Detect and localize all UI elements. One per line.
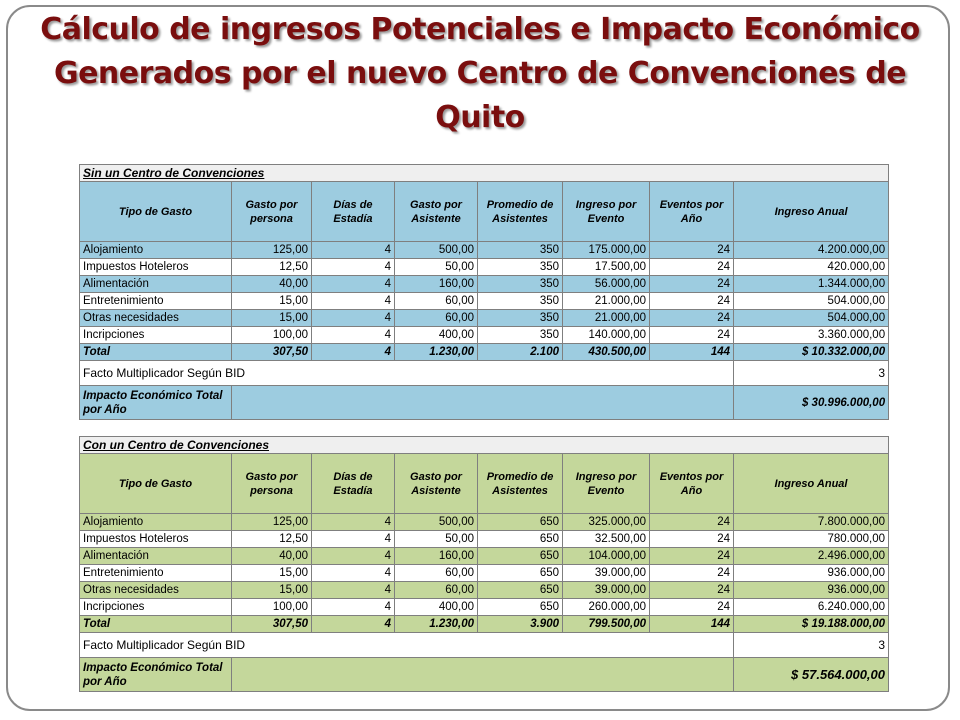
table-row [80,259,889,276]
table-row [80,327,889,344]
multiplier-value: 3 [734,361,889,386]
total-cell: 1.230,00 [395,344,478,361]
column-header: Tipo de Gasto [80,182,232,242]
table-cell: Alimentación [80,548,232,565]
table-body [80,437,889,692]
column-header: Ingreso Anual [734,454,889,514]
table-cell: 4 [312,548,395,565]
table-cell: 936.000,00 [734,582,889,599]
table-cell: 4 [312,531,395,548]
table-cell: 50,00 [395,531,478,548]
table-cell: 400,00 [395,327,478,344]
table-cell: 40,00 [232,548,312,565]
total-cell: 1.230,00 [395,616,478,633]
table-cell: 2.496.000,00 [734,548,889,565]
table-cell: 60,00 [395,293,478,310]
table-cell: 1.344.000,00 [734,276,889,293]
column-header: Gasto por persona [232,454,312,514]
table-cell: 125,00 [232,242,312,259]
impact-value: $ 57.564.000,00 [734,658,889,692]
table-cell: Alimentación [80,276,232,293]
table-cell: 936.000,00 [734,565,889,582]
table-cell: 4 [312,327,395,344]
table-cell: Impuestos Hoteleros [80,259,232,276]
total-cell: $ 10.332.000,00 [734,344,889,361]
table-cell: 780.000,00 [734,531,889,548]
total-cell: 2.100 [478,344,563,361]
table-cell: 160,00 [395,548,478,565]
table-row [80,531,889,548]
title-line-2: Generados por el nuevo Centro de Convenciones de [53,56,907,91]
total-cell: Total [80,344,232,361]
table-cell: 17.500,00 [563,259,650,276]
table-cell: 4 [312,259,395,276]
total-cell: 144 [650,344,734,361]
total-cell: Total [80,616,232,633]
table-cell: 24 [650,531,734,548]
table-cell: 24 [650,599,734,616]
table-cell: 325.000,00 [563,514,650,531]
table-cell: 60,00 [395,310,478,327]
total-cell: 144 [650,616,734,633]
total-cell: 799.500,00 [563,616,650,633]
column-header: Promedio de Asistentes [478,454,563,514]
table-cell: 24 [650,293,734,310]
section-header-row [80,437,889,454]
table-cell: 4 [312,514,395,531]
column-header: Eventos por Año [650,454,734,514]
column-header: Ingreso Anual [734,182,889,242]
multiplier-row [80,361,889,386]
table-cell: 4 [312,599,395,616]
table-cell: 15,00 [232,310,312,327]
table-cell: 24 [650,259,734,276]
column-header: Promedio de Asistentes [478,182,563,242]
multiplier-label: Facto Multiplicador Según BID [80,361,734,386]
table-cell: 160,00 [395,276,478,293]
table-cell: 15,00 [232,293,312,310]
table-row [80,310,889,327]
table-body [80,165,889,420]
table-cell: 350 [478,293,563,310]
table-cell: 650 [478,514,563,531]
table-cell: 24 [650,310,734,327]
table-cell: 650 [478,531,563,548]
column-header: Días de Estadía [312,454,395,514]
table-cell: Otras necesidades [80,310,232,327]
table-cell: 24 [650,327,734,344]
column-header: Ingreso por Evento [563,454,650,514]
table-cell: Alojamiento [80,242,232,259]
table-cell: 24 [650,242,734,259]
table-row [80,582,889,599]
total-cell: 430.500,00 [563,344,650,361]
table-cell: 650 [478,548,563,565]
table-cell: 4 [312,276,395,293]
table-cell: 650 [478,582,563,599]
table-cell: 350 [478,327,563,344]
total-row [80,344,889,361]
table-cell: Impuestos Hoteleros [80,531,232,548]
impact-spacer [232,386,734,420]
total-cell: 307,50 [232,344,312,361]
table-cell: 6.240.000,00 [734,599,889,616]
table-row [80,242,889,259]
table-cell: 24 [650,514,734,531]
table-with-center [79,436,889,692]
total-cell: $ 19.188.000,00 [734,616,889,633]
section-title: Sin un Centro de Convenciones [80,165,889,182]
table-cell: 100,00 [232,599,312,616]
table-cell: 21.000,00 [563,310,650,327]
table-cell: 175.000,00 [563,242,650,259]
table-cell: Entretenimiento [80,293,232,310]
table-cell: 39.000,00 [563,565,650,582]
table-cell: 350 [478,259,563,276]
table-without-center [79,164,889,420]
multiplier-value: 3 [734,633,889,658]
total-cell: 4 [312,616,395,633]
total-cell: 3.900 [478,616,563,633]
table-cell: 350 [478,276,563,293]
table-cell: 32.500,00 [563,531,650,548]
table-cell: 4 [312,565,395,582]
table-row [80,514,889,531]
table-cell: 60,00 [395,582,478,599]
column-header-row [80,182,889,242]
table-cell: Otras necesidades [80,582,232,599]
table-cell: 24 [650,548,734,565]
table-cell: 56.000,00 [563,276,650,293]
table-cell: 39.000,00 [563,582,650,599]
table-cell: Entretenimiento [80,565,232,582]
table-cell: 40,00 [232,276,312,293]
table-cell: Alojamiento [80,514,232,531]
column-header: Ingreso por Evento [563,182,650,242]
table-cell: 140.000,00 [563,327,650,344]
impact-label: Impacto Económico Total por Año [80,658,232,692]
table-cell: 60,00 [395,565,478,582]
column-header: Gasto por persona [232,182,312,242]
table-cell: 100,00 [232,327,312,344]
table-cell: 500,00 [395,514,478,531]
table-cell: 24 [650,276,734,293]
table-cell: 15,00 [232,565,312,582]
table-cell: 15,00 [232,582,312,599]
table-row [80,548,889,565]
table-cell: 12,50 [232,259,312,276]
impact-row [80,386,889,420]
impact-value: $ 30.996.000,00 [734,386,889,420]
table-cell: 24 [650,582,734,599]
table-cell: Incripciones [80,327,232,344]
table-cell: 125,00 [232,514,312,531]
table-cell: 3.360.000,00 [734,327,889,344]
table-cell: 400,00 [395,599,478,616]
slide-title [20,8,940,140]
column-header: Días de Estadía [312,182,395,242]
table-row [80,565,889,582]
column-header: Gasto por Asistente [395,182,478,242]
column-header: Tipo de Gasto [80,454,232,514]
table-cell: 350 [478,242,563,259]
table-cell: 4.200.000,00 [734,242,889,259]
table-row [80,276,889,293]
column-header: Gasto por Asistente [395,454,478,514]
table-row [80,293,889,310]
table-cell: Incripciones [80,599,232,616]
total-row [80,616,889,633]
table-cell: 104.000,00 [563,548,650,565]
multiplier-label: Facto Multiplicador Según BID [80,633,734,658]
total-cell: 307,50 [232,616,312,633]
section-title: Con un Centro de Convenciones [80,437,889,454]
table-cell: 4 [312,293,395,310]
column-header-row [80,454,889,514]
table-cell: 504.000,00 [734,293,889,310]
title-line-1: Cálculo de ingresos Potenciales e Impacto Económico [40,12,920,47]
table-cell: 650 [478,599,563,616]
table-cell: 24 [650,565,734,582]
impact-spacer [232,658,734,692]
table-cell: 420.000,00 [734,259,889,276]
table-cell: 500,00 [395,242,478,259]
table-cell: 4 [312,310,395,327]
table-cell: 4 [312,242,395,259]
table-cell: 4 [312,582,395,599]
total-cell: 4 [312,344,395,361]
table-cell: 504.000,00 [734,310,889,327]
table-cell: 12,50 [232,531,312,548]
table-cell: 7.800.000,00 [734,514,889,531]
multiplier-row [80,633,889,658]
column-header: Eventos por Año [650,182,734,242]
section-header-row [80,165,889,182]
table-cell: 350 [478,310,563,327]
impact-label: Impacto Económico Total por Año [80,386,232,420]
impact-row [80,658,889,692]
table-cell: 21.000,00 [563,293,650,310]
table-row [80,599,889,616]
table-cell: 260.000,00 [563,599,650,616]
table-cell: 650 [478,565,563,582]
title-line-3: Quito [435,100,525,135]
table-cell: 50,00 [395,259,478,276]
